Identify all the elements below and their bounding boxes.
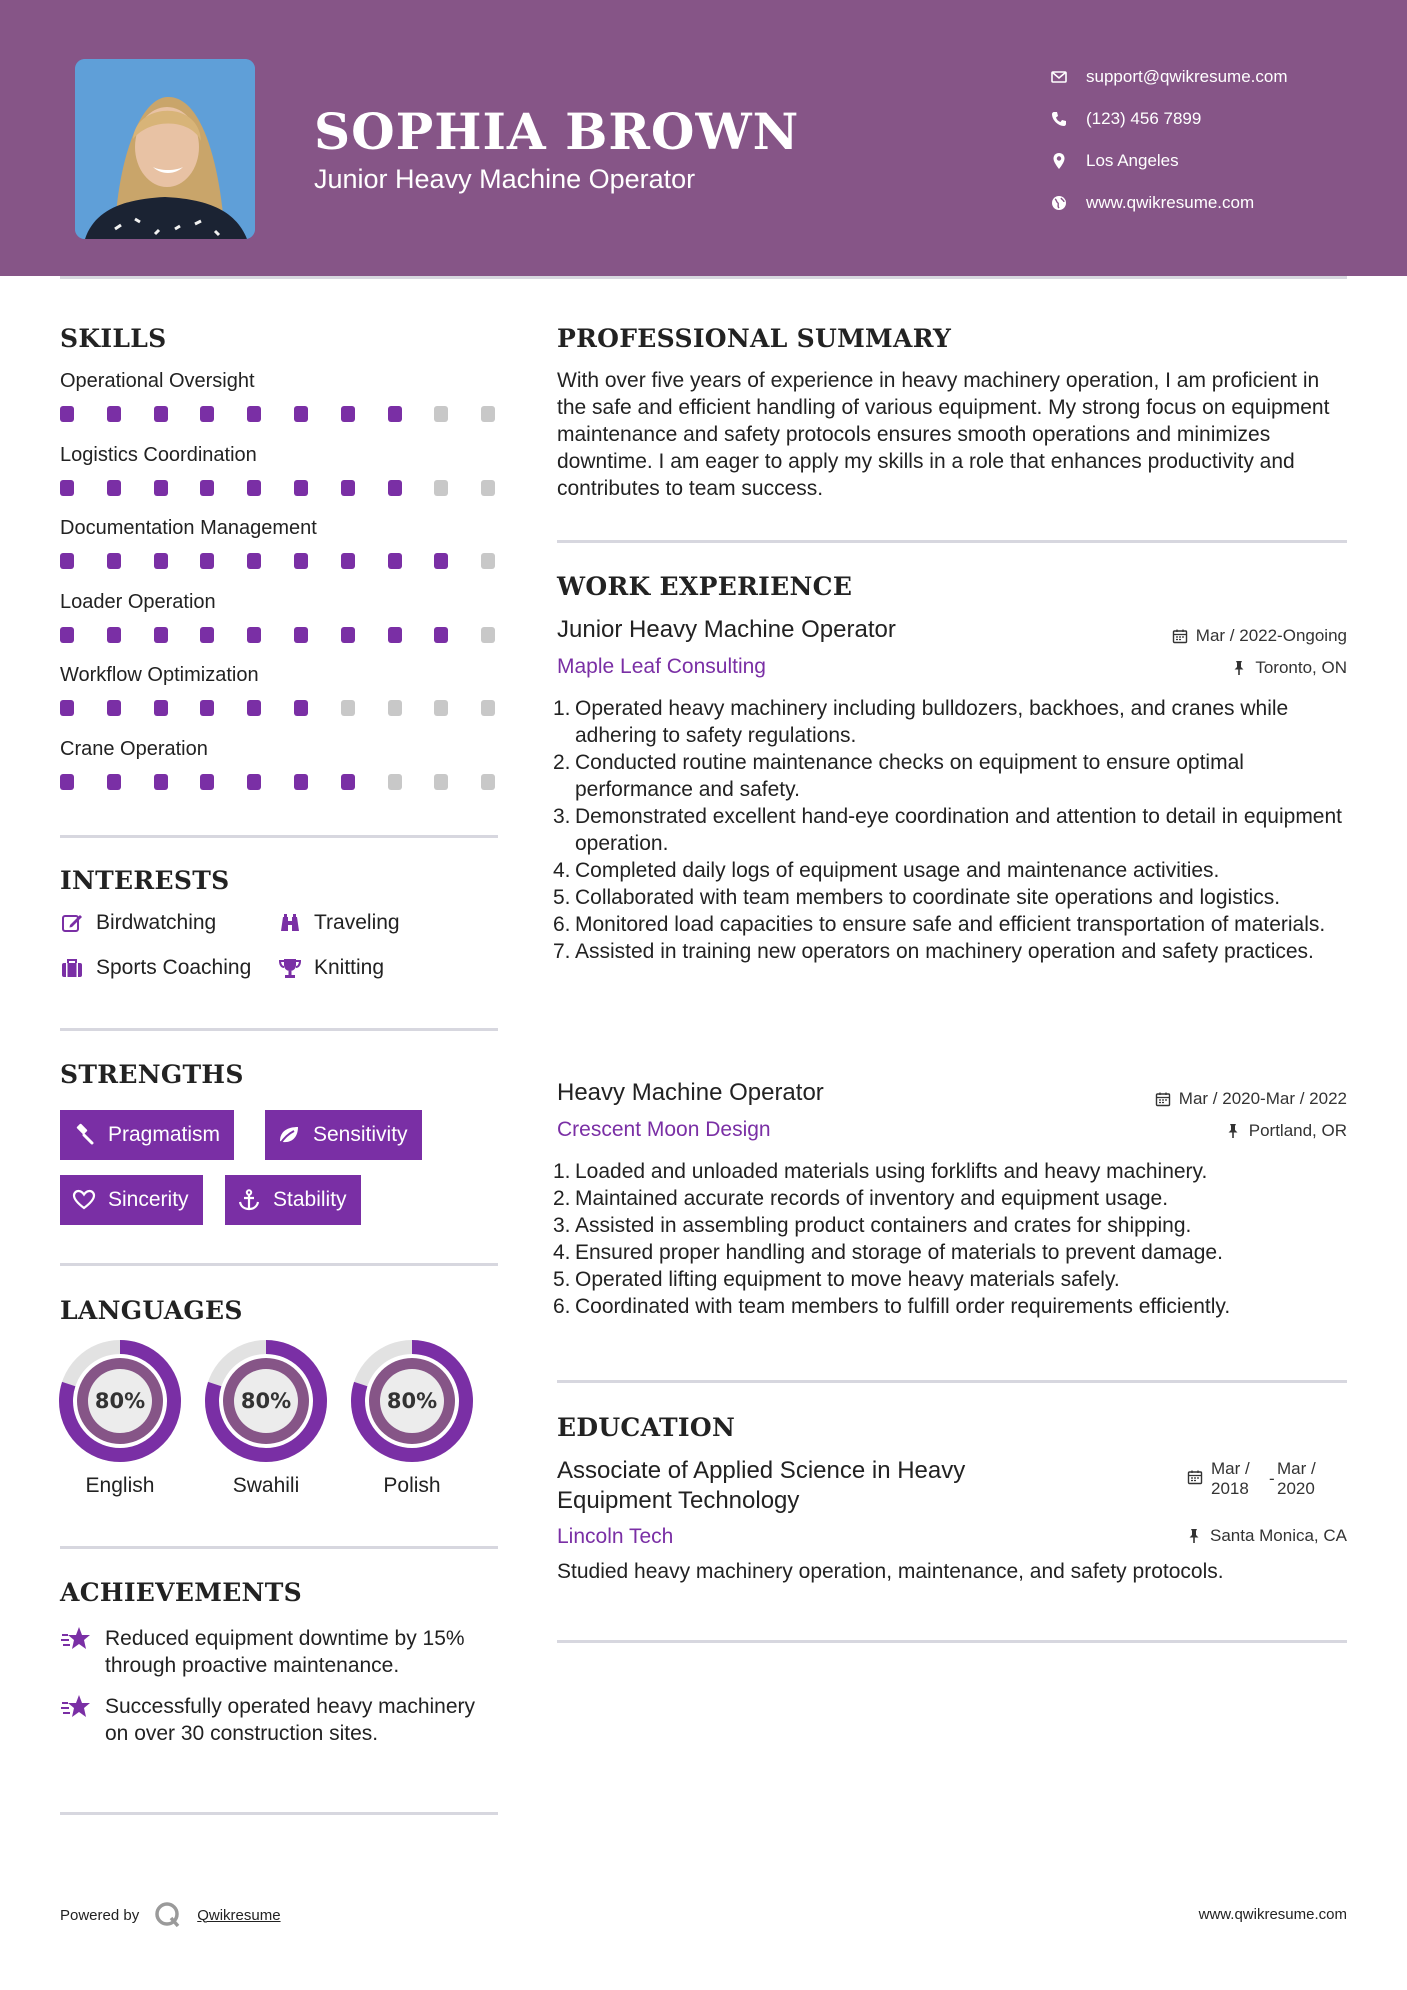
job-bullet-text: Demonstrated excellent hand-eye coordination and attention to detail in equipment operation. (575, 805, 1343, 855)
skill-label: Workflow Optimization (60, 664, 259, 686)
job-bullet-number: 4. (553, 1241, 571, 1264)
skill-dot-empty (434, 700, 448, 716)
skill-dot-filled (434, 627, 448, 643)
candidate-title: Junior Heavy Machine Operator (314, 164, 696, 194)
job-bullet-text: Ensured proper handling and storage of materials to prevent damage. (575, 1241, 1223, 1264)
education-location (1186, 1526, 1347, 1546)
job-bullet-number: 2. (553, 1187, 571, 1210)
contact-location (1050, 140, 1288, 182)
skill-dot-filled (294, 700, 308, 716)
skill-dot-filled (60, 480, 74, 496)
skill-rating (60, 627, 498, 643)
strength-tag-stability (225, 1175, 361, 1225)
job-bullet-text: Operated heavy machinery including bulldozers, backhoes, and cranes while adhering to safety regulations. (575, 697, 1289, 747)
education-date (1187, 1459, 1316, 1499)
language-ring (204, 1339, 328, 1463)
language-ring (58, 1339, 182, 1463)
skill-dot-filled (294, 553, 308, 569)
binoculars-icon (278, 911, 302, 935)
strengths-divider (60, 1263, 498, 1266)
job-location-text: Toronto, ON (1255, 658, 1347, 677)
skill-dot-filled (200, 700, 214, 716)
skill-dot-filled (107, 553, 121, 569)
skill-dot-empty (481, 480, 495, 496)
candidate-name: SOPHIA BROWN (314, 102, 800, 161)
skill-dot-filled (154, 700, 168, 716)
job-bullet-number: 2. (553, 751, 571, 774)
skill-dot-filled (107, 700, 121, 716)
skill-dot-filled (200, 406, 214, 422)
achievement-text: Reduced equipment downtime by 15% through proactive maintenance. (105, 1627, 465, 1677)
skill-dot-empty (341, 700, 355, 716)
achievements-divider (60, 1812, 498, 1815)
language-percent: 80% (240, 1389, 292, 1413)
skill-dot-filled (341, 553, 355, 569)
strength-label: Stability (273, 1188, 347, 1211)
skill-dot-empty (481, 700, 495, 716)
skill-dot-filled (294, 627, 308, 643)
job-bullet-text: Coordinated with team members to fulfill order requirements efficiently. (575, 1295, 1231, 1318)
skill-dot-filled (60, 553, 74, 569)
skill-label: Loader Operation (60, 590, 216, 613)
trophy-icon (278, 956, 302, 980)
pushpin-icon (1186, 1528, 1202, 1544)
profile-photo (75, 59, 255, 239)
job-bullet (553, 938, 1353, 965)
skill-dot-filled (341, 774, 355, 790)
skill-dot-filled (434, 553, 448, 569)
interest-label: Traveling (314, 911, 400, 934)
skill-label: Operational Oversight (60, 370, 255, 392)
footer-powered-by (60, 1900, 281, 1930)
job-bullet-number: 6. (553, 913, 571, 936)
skill-dot-filled (247, 406, 261, 422)
skill-label: Logistics Coordination (60, 443, 257, 466)
qwikresume-link[interactable]: Qwikresume (197, 1906, 281, 1924)
star-achievement-icon (60, 1623, 92, 1655)
interests-divider (60, 1028, 498, 1031)
interest-item-knitting (278, 956, 384, 980)
skill-dot-filled (388, 627, 402, 643)
job-bullet (553, 803, 1353, 857)
education-degree: Associate of Applied Science in Heavy Equipment Technology (557, 1457, 966, 1514)
job-bullet-number: 7. (553, 940, 571, 963)
job-bullet-number: 1. (553, 697, 571, 720)
contact-website-text: www.qwikresume.com (1086, 193, 1255, 212)
job-bullet-number: 5. (553, 1268, 571, 1291)
job-bullet-list (553, 695, 1353, 965)
skill-dot-filled (388, 553, 402, 569)
job-location (1225, 1121, 1347, 1141)
skill-dot-filled (388, 406, 402, 422)
skill-dot-filled (60, 627, 74, 643)
pushpin-icon (1231, 660, 1247, 676)
skill-dot-filled (341, 406, 355, 422)
job-bullet (553, 911, 1353, 938)
interest-item-traveling (278, 911, 400, 935)
envelope-icon (1050, 68, 1068, 86)
skill-dot-filled (247, 627, 261, 643)
contact-website[interactable] (1050, 182, 1288, 224)
language-ring (350, 1339, 474, 1463)
job-bullet-number: 3. (553, 1214, 571, 1237)
education-location-text: Santa Monica, CA (1209, 1526, 1347, 1545)
job-bullet (553, 1212, 1353, 1239)
job-company: Maple Leaf Consulting (557, 655, 766, 678)
language-percent: 80% (386, 1389, 438, 1413)
skill-rating (60, 406, 498, 422)
skills-heading: SKILLS (60, 324, 167, 353)
contact-email[interactable] (1050, 56, 1288, 98)
skill-dot-filled (247, 480, 261, 496)
job-bullet (553, 1158, 1353, 1185)
powered-by-text: Powered by (60, 1906, 140, 1924)
skill-dot-filled (294, 480, 308, 496)
interest-item-sports-coaching (60, 956, 251, 980)
job-bullet-text: Operated lifting equipment to move heavy materials safely. (575, 1268, 1120, 1291)
job-bullet (553, 884, 1353, 911)
job-date-text: Mar / 2022-Ongoing (1195, 626, 1347, 645)
job-bullet (553, 1266, 1353, 1293)
skill-dot-empty (388, 774, 402, 790)
job-bullet-text: Assisted in training new operators on machinery operation and safety practices. (575, 940, 1314, 963)
skill-dot-filled (200, 553, 214, 569)
contact-email-text: support@qwikresume.com (1086, 67, 1288, 86)
skill-label: Documentation Management (60, 517, 317, 539)
job-bullet-text: Completed daily logs of equipment usage and maintenance activities. (575, 859, 1220, 882)
skill-dot-filled (60, 700, 74, 716)
job-date (1155, 1089, 1347, 1109)
skill-dot-empty (434, 480, 448, 496)
job-bullet-list (553, 1158, 1353, 1320)
skill-dot-filled (294, 406, 308, 422)
skill-dot-filled (294, 774, 308, 790)
skill-dot-filled (107, 406, 121, 422)
skill-dot-filled (341, 480, 355, 496)
star-achievement-icon (60, 1691, 92, 1723)
heart-icon (72, 1188, 96, 1212)
job-bullet-number: 4. (553, 859, 571, 882)
skill-label: Crane Operation (60, 737, 208, 760)
summary-heading: PROFESSIONAL SUMMARY (557, 324, 952, 353)
skill-dot-empty (481, 553, 495, 569)
education-heading: EDUCATION (557, 1413, 736, 1442)
job-bullet (553, 1239, 1353, 1266)
skill-dot-filled (247, 553, 261, 569)
education-end-year: 2020 (1277, 1479, 1315, 1498)
strength-tag-sensitivity (265, 1110, 422, 1160)
qwikresume-logo-icon (153, 1900, 183, 1930)
job-bullet-text: Collaborated with team members to coordinate site operations and logistics. (575, 886, 1281, 909)
job-bullet (553, 857, 1353, 884)
skill-dot-empty (481, 774, 495, 790)
skill-dot-filled (200, 480, 214, 496)
education-description: Studied heavy machinery operation, maintenance, and safety protocols. (557, 1560, 1224, 1583)
skill-dot-filled (247, 774, 261, 790)
job-title: Junior Heavy Machine Operator (557, 616, 896, 643)
language-name: Polish (383, 1474, 441, 1497)
skill-dot-filled (200, 774, 214, 790)
job-bullet (553, 695, 1353, 749)
job-bullet-number: 5. (553, 886, 571, 909)
skill-dot-filled (200, 627, 214, 643)
education-divider (557, 1640, 1347, 1643)
skill-dot-filled (388, 480, 402, 496)
interest-label: Birdwatching (96, 911, 217, 934)
skill-dot-filled (107, 774, 121, 790)
skill-dot-empty (481, 627, 495, 643)
gavel-icon (72, 1123, 96, 1147)
calendar-icon (1155, 1091, 1171, 1107)
summary-text: With over five years of experience in heavy machinery operation, I am proficient in the safe and efficient handling of various equipment. My strong focus on equipment maintenance and safety protocols ensures smooth operations and minimizes downtime. I am eager to apply my skills in a role that enhances productivity and contributes to team success. (557, 369, 1330, 500)
contact-location-text: Los Angeles (1086, 151, 1179, 170)
skill-dot-filled (60, 406, 74, 422)
skills-divider (60, 835, 498, 838)
briefcase-icon (60, 956, 84, 980)
education-start-year: 2018 (1211, 1479, 1249, 1498)
skill-rating (60, 774, 498, 790)
calendar-icon (1172, 628, 1188, 644)
footer-website[interactable]: www.qwikresume.com (1198, 1906, 1347, 1923)
pushpin-icon (1225, 1123, 1241, 1139)
achievements-heading: ACHIEVEMENTS (60, 1578, 302, 1607)
strength-tag-sincerity (60, 1175, 203, 1225)
skill-dot-empty (434, 406, 448, 422)
skill-dot-filled (154, 480, 168, 496)
skill-dot-filled (154, 553, 168, 569)
strength-tag-pragmatism (60, 1110, 234, 1160)
achievement-item (60, 1693, 500, 1747)
skill-rating (60, 700, 498, 716)
phone-icon (1050, 110, 1068, 128)
contact-phone[interactable] (1050, 98, 1288, 140)
skill-dot-filled (60, 774, 74, 790)
education-date-separator: - (1269, 1469, 1275, 1488)
job-bullet (553, 749, 1353, 803)
job-bullet (553, 1293, 1353, 1320)
interest-label: Sports Coaching (96, 956, 252, 979)
interest-label: Knitting (314, 956, 385, 979)
job-bullet-text: Maintained accurate records of inventory and equipment usage. (575, 1187, 1169, 1210)
achievement-text: Successfully operated heavy machinery on over 30 construction sites. (105, 1695, 476, 1745)
skill-dot-filled (154, 406, 168, 422)
job-bullet-number: 6. (553, 1295, 571, 1318)
skill-dot-filled (247, 700, 261, 716)
skill-rating (60, 553, 498, 569)
skill-dot-empty (388, 700, 402, 716)
contact-phone-text: (123) 456 7899 (1086, 109, 1202, 128)
summary-divider (557, 540, 1347, 543)
education-start-month: Mar / (1211, 1459, 1250, 1478)
strength-label: Sincerity (108, 1188, 189, 1211)
language-percent: 80% (94, 1389, 146, 1413)
strengths-heading: STRENGTHS (60, 1060, 244, 1089)
education-end-month: Mar / (1277, 1459, 1316, 1478)
map-pin-icon (1050, 152, 1068, 170)
skill-dot-empty (481, 406, 495, 422)
job-location-text: Portland, OR (1248, 1121, 1347, 1140)
header-banner (0, 0, 1407, 276)
strength-label: Pragmatism (108, 1123, 221, 1146)
calendar-icon (1187, 1469, 1203, 1485)
header-divider (60, 276, 1347, 279)
skill-dot-filled (107, 627, 121, 643)
job-bullet-number: 1. (553, 1160, 571, 1183)
job-company: Crescent Moon Design (557, 1118, 771, 1141)
globe-icon (1050, 194, 1068, 212)
job-bullet-number: 3. (553, 805, 571, 828)
skill-dot-filled (154, 627, 168, 643)
skill-dot-filled (341, 627, 355, 643)
job-bullet-text: Assisted in assembling product containers and crates for shipping. (575, 1214, 1192, 1237)
job-date-text: Mar / 2020-Mar / 2022 (1178, 1089, 1347, 1108)
job-bullet-text: Loaded and unloaded materials using forklifts and heavy machinery. (575, 1160, 1208, 1183)
achievement-item (60, 1625, 500, 1679)
education-school: Lincoln Tech (557, 1525, 674, 1548)
skill-dot-filled (107, 480, 121, 496)
contact-list (1050, 56, 1288, 224)
job-bullet (553, 1185, 1353, 1212)
anchor-icon (237, 1188, 261, 1212)
language-name: English (85, 1474, 155, 1497)
experience-divider (557, 1380, 1347, 1383)
language-name: Swahili (232, 1474, 300, 1497)
interests-heading: INTERESTS (60, 866, 230, 895)
leaf-icon (277, 1123, 301, 1147)
strength-label: Sensitivity (313, 1123, 408, 1146)
job-title: Heavy Machine Operator (557, 1079, 824, 1106)
experience-heading: WORK EXPERIENCE (557, 572, 853, 601)
skill-dot-empty (434, 774, 448, 790)
pencil-square-icon (60, 911, 84, 935)
job-bullet-text: Conducted routine maintenance checks on equipment to ensure optimal performance and safety. (575, 751, 1244, 801)
skill-dot-filled (154, 774, 168, 790)
languages-divider (60, 1546, 498, 1549)
skill-rating (60, 480, 498, 496)
job-date (1172, 626, 1347, 646)
interest-item-birdwatching (60, 911, 216, 935)
languages-heading: LANGUAGES (60, 1296, 243, 1325)
job-location (1231, 658, 1347, 678)
job-bullet-text: Monitored load capacities to ensure safe and efficient transportation of materials. (575, 913, 1326, 936)
